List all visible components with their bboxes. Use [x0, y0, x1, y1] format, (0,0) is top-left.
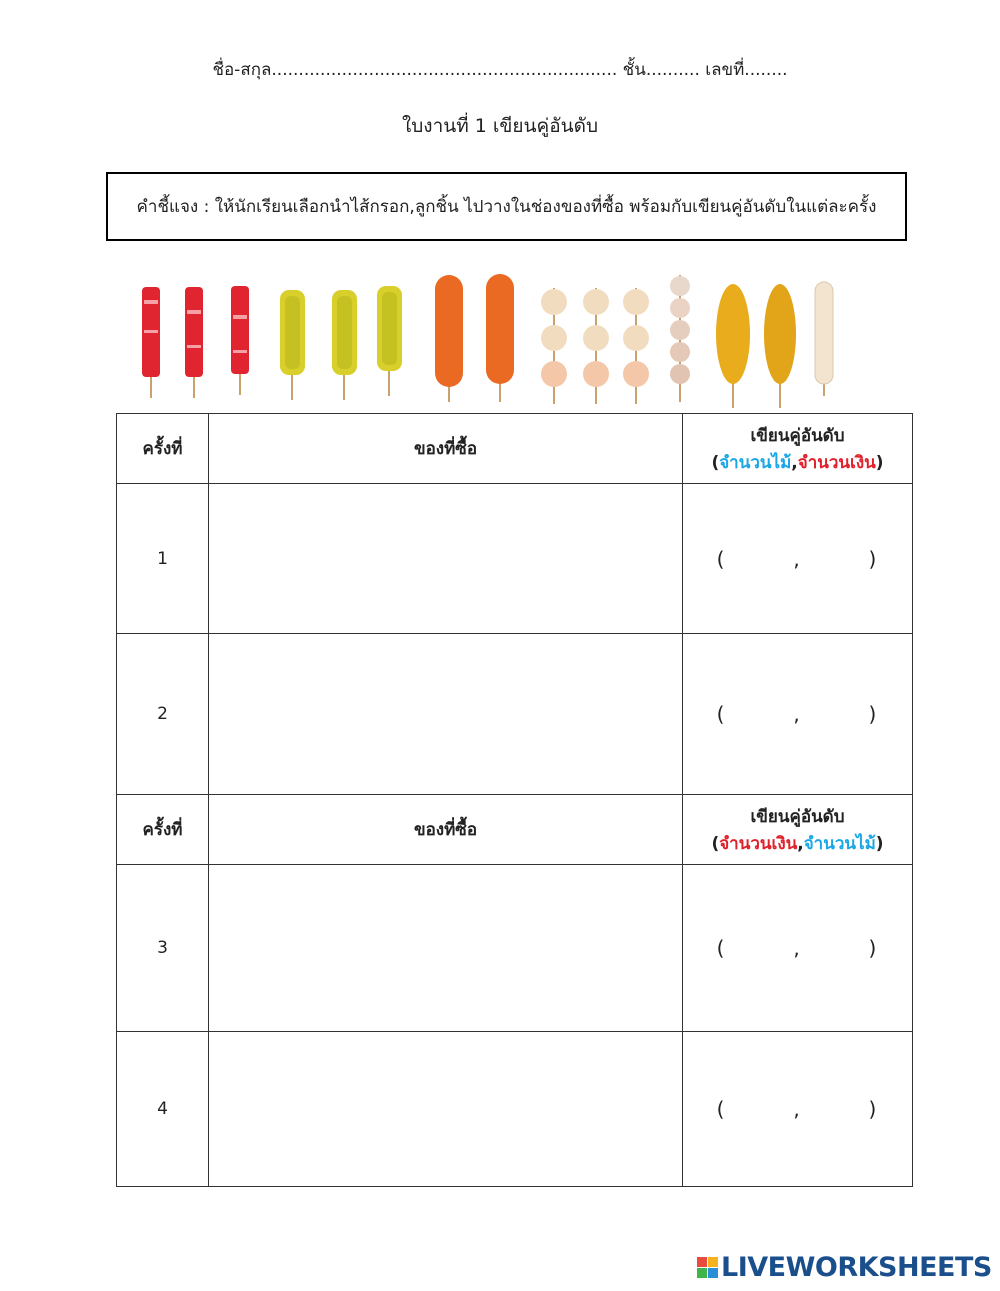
- white-sausage-icon[interactable]: [815, 282, 833, 396]
- fishball-icon[interactable]: [623, 288, 649, 404]
- col-pair-header: [683, 795, 913, 865]
- col-items-header: ของที่ซื้อ: [209, 414, 683, 484]
- round-number: 4: [117, 1032, 209, 1187]
- ordered-pair-input[interactable]: ( , ): [683, 484, 913, 634]
- liveworksheets-logo: [697, 1252, 992, 1283]
- items-drop-area[interactable]: [209, 634, 683, 795]
- table-row: [117, 634, 913, 795]
- items-drop-area[interactable]: [209, 865, 683, 1032]
- col-items-header: ของที่ซื้อ: [209, 795, 683, 865]
- table-header-row: [117, 414, 913, 484]
- skewer-items-strip: [130, 270, 850, 410]
- ordered-pair-input[interactable]: ( , ): [683, 1032, 913, 1187]
- table-header-row: [117, 795, 913, 865]
- items-drop-area[interactable]: [209, 1032, 683, 1187]
- pair-part-sticks: จำนวนไม้: [719, 452, 792, 473]
- pair-part-money: จำนวนเงิน: [797, 452, 876, 473]
- pair-part-money: จำนวนเงิน: [719, 833, 798, 854]
- instruction-text: คำชี้แจง : ให้นักเรียนเลือกนำไส้กรอก,ลูกชิ้น ไปวางในช่องของที่ซื้อ พร้อมกับเขียนคู่อันดับในแต่ละครั้ง: [136, 197, 877, 217]
- round-number: 2: [117, 634, 209, 795]
- col-round-header: ครั้งที่: [117, 414, 209, 484]
- table-row: [117, 484, 913, 634]
- instruction-box: [106, 172, 907, 241]
- corn-icon[interactable]: [280, 290, 305, 400]
- meatball-icon[interactable]: [670, 275, 690, 402]
- col-pair-header: [683, 414, 913, 484]
- pair-order-note: (จำนวนไม้,จำนวนเงิน): [711, 452, 884, 473]
- corn-icon[interactable]: [332, 290, 357, 400]
- worksheet-title: ใบงานที่ 1 เขียนคู่อันดับ: [401, 115, 599, 137]
- items-drop-area[interactable]: [209, 484, 683, 634]
- table-row: [117, 1032, 913, 1187]
- crab-stick-icon[interactable]: [185, 287, 203, 398]
- pair-order-note: (จำนวนเงิน,จำนวนไม้): [711, 833, 884, 854]
- fishball-icon[interactable]: [541, 288, 567, 404]
- sausage-icon[interactable]: [486, 274, 514, 402]
- round-number: 3: [117, 865, 209, 1032]
- sausage-icon[interactable]: [435, 275, 463, 402]
- corn-icon[interactable]: [377, 286, 402, 396]
- col-pair-title: เขียนคู่อันดับ: [750, 806, 845, 827]
- round-number: 1: [117, 484, 209, 634]
- table-row: [117, 865, 913, 1032]
- corndog-icon[interactable]: [764, 284, 796, 408]
- corndog-icon[interactable]: [716, 284, 750, 408]
- ordered-pair-input[interactable]: ( , ): [683, 865, 913, 1032]
- crab-stick-icon[interactable]: [231, 286, 249, 395]
- logo-squares-icon: [697, 1257, 718, 1278]
- pair-part-sticks: จำนวนไม้: [803, 833, 876, 854]
- ordered-pair-table-1: [116, 413, 913, 1187]
- crab-stick-icon[interactable]: [142, 287, 160, 398]
- fishball-icon[interactable]: [583, 288, 609, 404]
- logo-text: LIVEWORKSHEETS: [721, 1252, 992, 1283]
- ordered-pair-input[interactable]: ( , ): [683, 634, 913, 795]
- col-pair-title: เขียนคู่อันดับ: [750, 425, 845, 446]
- col-round-header: ครั้งที่: [117, 795, 209, 865]
- name-class-number-line: ชื่อ-สกุล................................................................ ชั้น.......... เลขที่........: [212, 60, 788, 80]
